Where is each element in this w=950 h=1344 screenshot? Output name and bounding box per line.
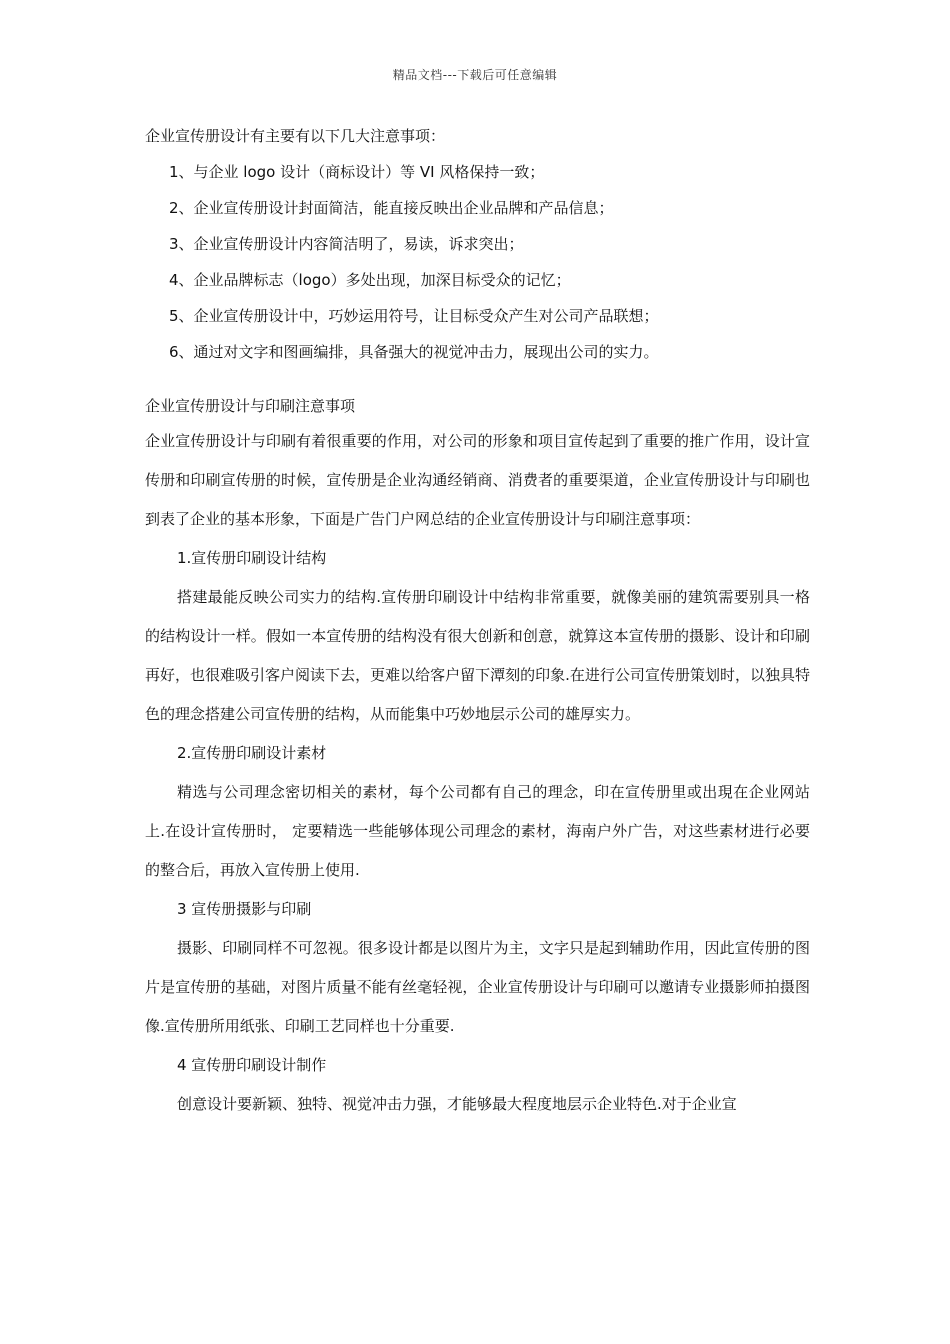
intro-title: 企业宣传册设计有主要有以下几大注意事项： — [145, 127, 446, 145]
section-body: 创意设计要新颖、独特、视觉冲击力强，才能够最大程度地层示企业特色.对于企业宣 — [177, 1095, 737, 1113]
spacer — [145, 376, 810, 394]
article-lead: 企业宣传册设计与印刷有着很重要的作用，对公司的形象和项目宣传起到了重要的推广作用，设计宣传册和印刷宣传册的时候，宣传册是企业沟通经销商、消费者的重要渠道，企业宣传册设计与印刷也到表了企业的基本形象，下面是广告门户网总结的企业宣传册设计与印刷注意事项： — [145, 432, 810, 528]
list-item: 4、企业品牌标志（logo）多处出现，加深目标受众的记忆； — [169, 271, 571, 289]
section-body: 搭建最能反映公司实力的结构.宣传册印刷设计中结构非常重要，就像美丽的建筑需要别具一格的结构设计一样。假如一本宣传册的结构没有很大创新和创意，就算这本宣传册的摄影、设计和印刷再好，也很难吸引客户阅读下去，更难以给客户留下潭刻的印象.在进行公司宣传册策划时，以独具特色的理念搭建公司宣传册的结构，从而能集中巧妙地层示公司的雄厚实力。 — [145, 588, 810, 723]
list-item: 6、通过对文字和图画编排，具备强大的视觉冲击力，展现出公司的实力。 — [169, 343, 659, 361]
list-item: 3、企业宣传册设计内容简洁明了，易读，诉求突出； — [169, 235, 524, 253]
section-heading: 2.宣传册印刷设计素材 — [177, 744, 327, 762]
section-heading: 1.宣传册印刷设计结构 — [177, 549, 327, 567]
list-item: 2、企业宣传册设计封面简洁，能直接反映出企业品牌和产品信息； — [169, 199, 614, 217]
list-item: 5、企业宣传册设计中，巧妙运用符号，让目标受众产生对公司产品联想； — [169, 307, 659, 325]
document-body — [145, 124, 810, 1124]
section-heading: 3 宣传册摄影与印刷 — [177, 900, 312, 918]
section-body: 精选与公司理念密切相关的素材，每个公司都有自己的理念，印在宣传册里或出現在企业网站上.在设计宣传册时， 定要精选一些能够体现公司理念的素材，海南户外广告，对这些素材进行必要的整合后，再放入宣传册上使用. — [145, 783, 810, 879]
page-header: 精品文档---下载后可任意编辑 — [392, 68, 558, 82]
section-heading: 4 宣传册印刷设计制作 — [177, 1056, 327, 1074]
list-item: 1、与企业 logo 设计（商标设计）等 VI 风格保持一致； — [169, 163, 545, 181]
intro-list — [145, 160, 810, 376]
section-body: 摄影、印刷同样不可忽视。很多设计都是以图片为主，文字只是起到辅助作用，因此宣传册的图片是宣传册的基础，对图片质量不能有丝毫轻视，企业宣传册设计与印刷可以邀请专业摄影师拍摄图像.宣传册所用纸张、印刷工艺同样也十分重要. — [145, 939, 810, 1035]
article-title: 企业宣传册设计与印刷注意事项 — [145, 397, 356, 415]
